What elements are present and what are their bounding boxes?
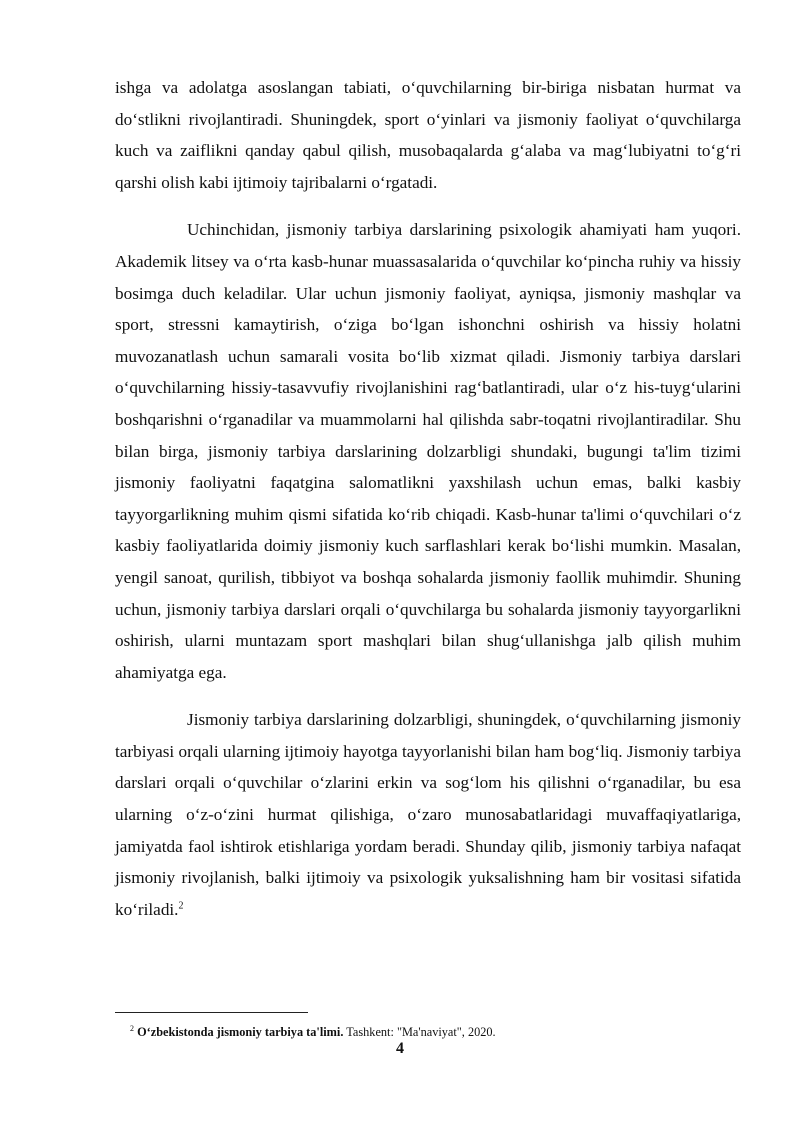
- footnote-title: Oʻzbekistonda jismoniy tarbiya ta'limi.: [137, 1025, 344, 1040]
- paragraph-3: [115, 704, 741, 925]
- footnote-number: 2: [130, 1024, 134, 1033]
- footnote: [130, 1021, 750, 1040]
- footnote-separator: [115, 1012, 308, 1013]
- paragraph-1: ishga va adolatga asoslangan tabiati, oʻquvchilarning bir-biriga nisbatan hurmat va doʻstlikni rivojlantiradi. Shuningdek, sport oʻyinlari va jismoniy faoliyat oʻquvchilarga kuch va zaiflikni qanday qabul qilish, musobaqalarda gʻalaba va magʻlubiyatni toʻgʻri qarshi olish kabi ijtimoiy tajribalarni oʻrgatadi.: [115, 78, 741, 192]
- page-number: 4: [396, 1040, 404, 1057]
- footnote-reference[interactable]: 2: [178, 900, 184, 912]
- body-text: [115, 72, 741, 941]
- footnote-source: Tashkent: "Ma'naviyat", 2020.: [343, 1025, 496, 1040]
- paragraph-2: Uchinchidan, jismoniy tarbiya darslarining psixologik ahamiyati ham yuqori. Akademik litsey va oʻrta kasb-hunar muassasalarida oʻquvchilar koʻpincha ruhiy va hissiy bosimga duch keladilar. Ular uchun jismoniy faoliyat, ayniqsa, jismoniy mashqlar va sport, stressni kamaytirish, oʻziga boʻlgan ishonchni oshirish va hissiy holatni muvozanatlash uchun samarali vosita boʻlib xizmat qiladi. Jismoniy tarbiya darslari oʻquvchilarning hissiy-tasavvufiy rivojlanishini ragʻbatlantiradi, ular oʻz his-tuygʻularini boshqarishni oʻrganadilar va muammolarni hal qilishda sabr-toqatni rivojlantiradilar. Shu bilan birga, jismoniy tarbiya darslarining dolzarbligi shundaki, bugungi ta'lim tizimi jismoniy faoliyatni faqatgina salomatlikni yaxshilash uchun emas, balki kasbiy tayyorgarlikning muhim qismi sifatida koʻrib chiqadi. Kasb-hunar ta'limi oʻquvchilari oʻz kasbiy faoliyatlarida doimiy jismoniy kuch sarflashlari kerak boʻlishi mumkin. Masalan, yengil sanoat, qurilish, tibbiyot va boshqa sohalarda jismoniy faollik muhimdir. Shuning uchun, jismoniy tarbiya darslari orqali oʻquvchilarga bu sohalarda jismoniy tayyorgarlikni oshirish, ularni muntazam sport mashqlari bilan shugʻullanishga jalb qilish muhim ahamiyatga ega.: [115, 220, 741, 682]
- paragraph-3-text: Jismoniy tarbiya darslarining dolzarbligi, shuningdek, oʻquvchilarning jismoniy tarbiyasi orqali ularning ijtimoiy hayotga tayyorlanishi bilan ham bogʻliq. Jismoniy tarbiya darslari orqali oʻquvchilar oʻzlarini erkin va sogʻlom his qilishni oʻrganadilar, bu esa ularning oʻz-oʻzini hurmat qilishiga, oʻzaro munosabatlaridagi muvaffaqiyatlariga, jamiyatda faol ishtirok etishlariga yordam beradi. Shunday qilib, jismoniy tarbiya nafaqat jismoniy rivojlanish, balki ijtimoiy va psixologik yuksalishning ham bir vositasi sifatida koʻriladi.: [115, 710, 741, 919]
